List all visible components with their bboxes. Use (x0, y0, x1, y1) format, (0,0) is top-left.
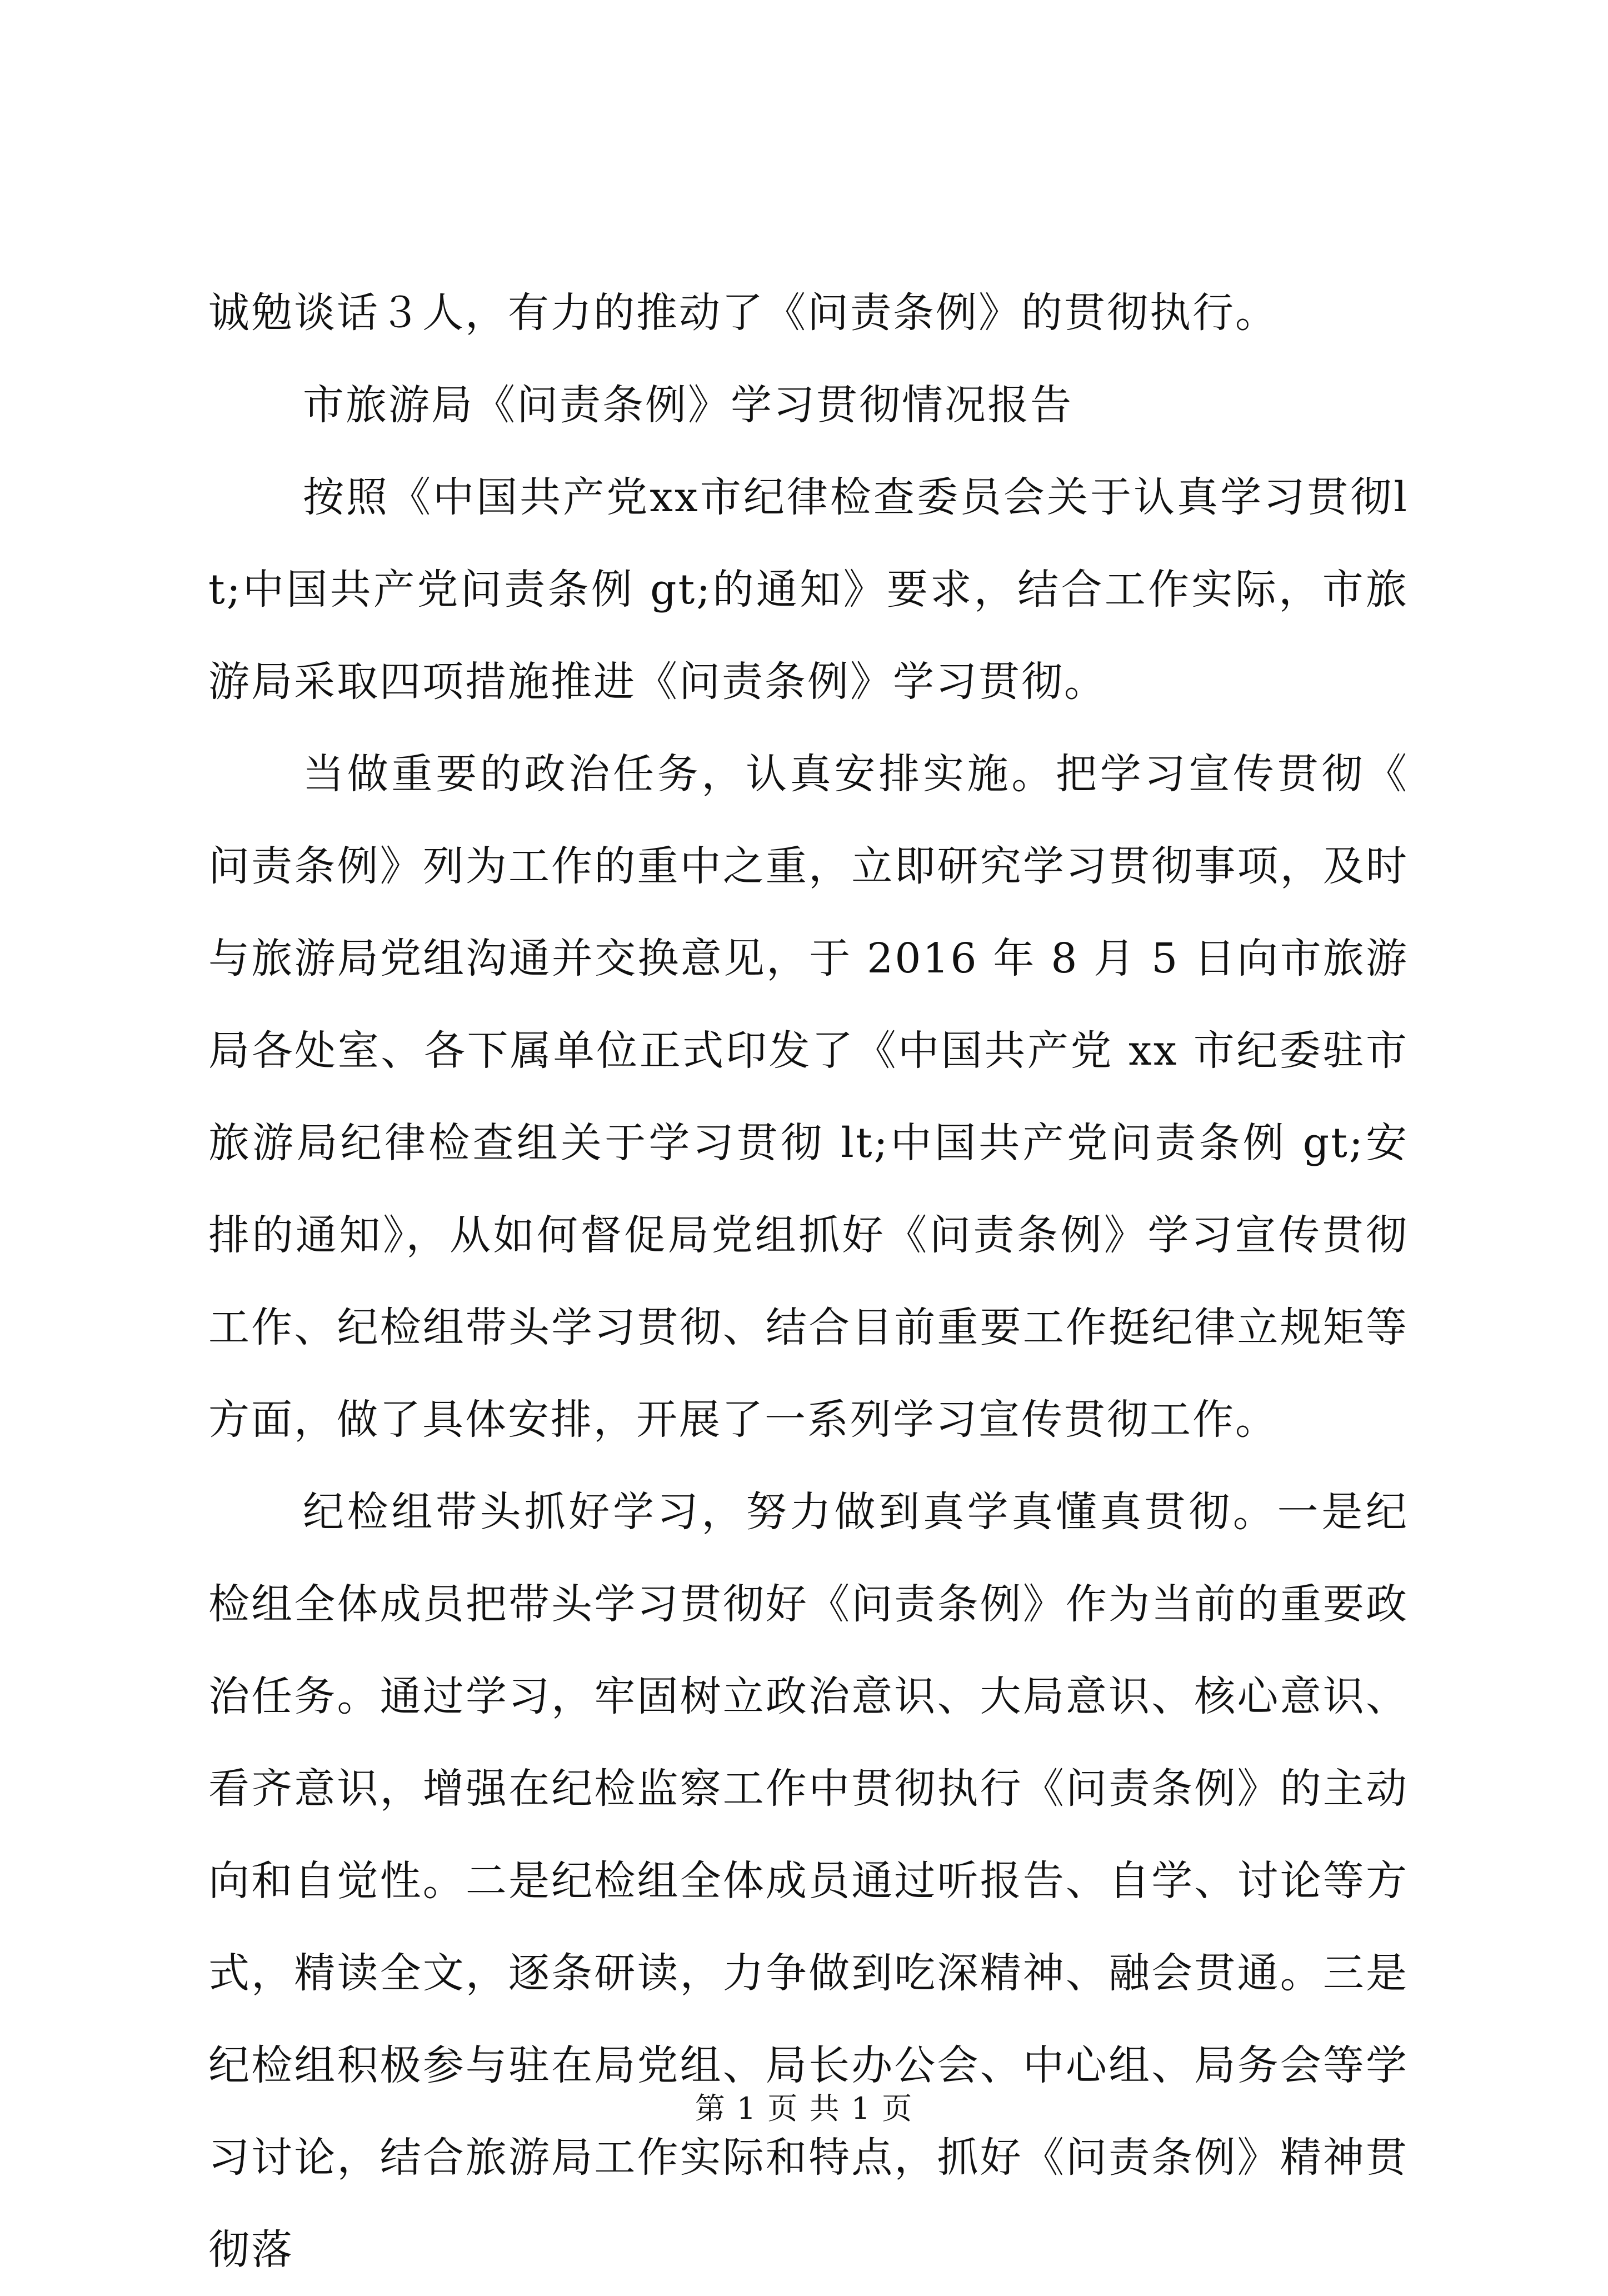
section-title: 市旅游局《问责条例》学习贯彻情况报告 (303, 381, 1073, 429)
paragraph-intro: 按照《中国共产党xx市纪律检查委员会关于认真学习贯彻lt;中国共产党问责条例 gt;的通知》要求，结合工作实际，市旅游局采取四项措施推进《问责条例》学习贯彻。 (208, 473, 1409, 706)
document-body (208, 267, 1409, 2296)
paragraph-measure-one: 当做重要的政治任务，认真安排实施。把学习宣传贯彻《问责条例》列为工作的重中之重，立即研究学习贯彻事项，及时与旅游局党组沟通并交换意见，于 2016 年 8 月 5 日向市旅游局各处室、各下属单位正式印发了《中国共产党 xx 市纪委驻市旅游局纪律检查组关于学习贯彻 lt;中国共产党问责条例 gt;安排的通知》，从如何督促局党组抓好《问责条例》学习宣传贯彻工作、纪检组带头学习贯彻、结合目前重要工作挺纪律立规矩等方面，做了具体安排，开展了一系列学习宣传贯彻工作。 (208, 750, 1409, 1444)
paragraph-measure-two: 纪检组带头抓好学习，努力做到真学真懂真贯彻。一是纪检组全体成员把带头学习贯彻好《问责条例》作为当前的重要政治任务。通过学习，牢固树立政治意识、大局意识、核心意识、看齐意识，增强在纪检监察工作中贯彻执行《问责条例》的主动向和自觉性。二是纪检组全体成员通过听报告、自学、讨论等方式，精读全文，逐条研读，力争做到吃深精神、融会贯通。三是纪检组积极参与驻在局党组、局长办公会、中心组、局务会等学习讨论，结合旅游局工作实际和特点，抓好《问责条例》精神贯彻落 (208, 1488, 1409, 2274)
page-footer: 第 1 页 共 1 页 (695, 2091, 913, 2126)
paragraph-continuation: 诚勉谈话３人，有力的推动了《问责条例》的贯彻执行。 (208, 289, 1278, 337)
